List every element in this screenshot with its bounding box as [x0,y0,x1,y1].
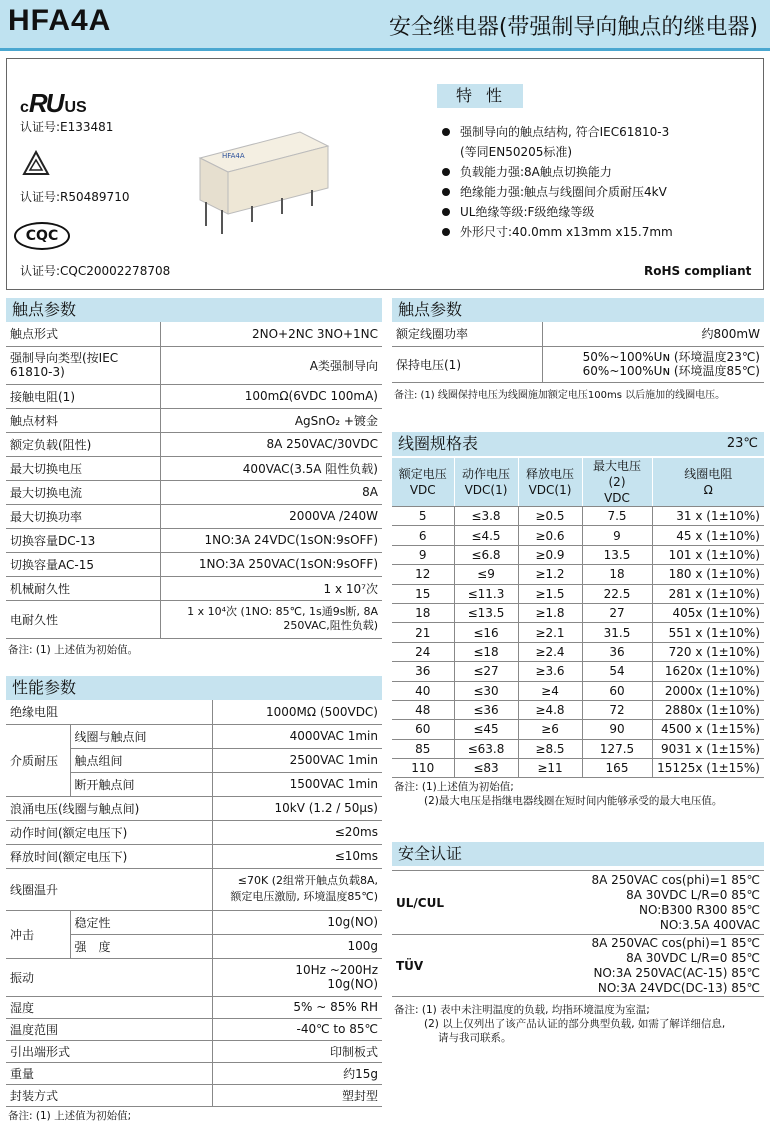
table-cell: 45 x (1±10%) [652,526,764,545]
table-row: 切换容量AC-15 1NO:3A 250VAC(1sON:9sOFF) [6,552,382,576]
features-list [440,122,673,242]
table-row [392,720,764,739]
table-cell: 165 [582,759,652,778]
performance-heading: 性能参数 [6,676,382,700]
table-header-row [392,458,764,507]
table-cell: ≥11 [518,759,582,778]
table-cell: 127.5 [582,739,652,758]
safety-heading: 安全认证 [392,842,764,866]
coil-spec-heading: 线圈规格表 23℃ [392,432,764,456]
table-row [392,700,764,719]
table-row: 保持电压(1) 50%~100%Uɴ (环境温度23℃) 60%~100%Uɴ (环境温度85℃) [392,346,764,382]
table-row [392,584,764,603]
table-cell: 22.5 [582,584,652,603]
table-row: 封装方式 塑封型 [6,1084,382,1106]
table-row [392,603,764,622]
table-cell: ≥4 [518,681,582,700]
features-heading: 特性 [437,84,523,108]
table-cell: ≤11.3 [454,584,518,603]
table-cell: ≥2.4 [518,642,582,661]
table-row [392,507,764,526]
contact-heading: 触点参数 [6,298,382,322]
contact-section [6,298,382,657]
table-cell: ≥8.5 [518,739,582,758]
coil-spec-section [392,432,764,808]
table-cell: 405x (1±10%) [652,603,764,622]
feature-item: 外形尺寸:40.0mm x13mm x15.7mm [440,222,673,242]
coil-spec-table [392,458,764,778]
table-cell: 18 [582,565,652,584]
table-row: 断开触点间 1500VAC 1min [6,772,382,796]
table-row: 切换容量DC-13 1NO:3A 24VDC(1sON:9sOFF) [6,528,382,552]
table-row [392,681,764,700]
table-cell: ≤16 [454,623,518,642]
table-cell: 9 [392,545,454,564]
feature-item: 强制导向的触点结构, 符合IEC61810-3 [440,122,673,142]
table-row: 冲击 稳定性 10g(NO) [6,910,382,934]
table-row: 触点材料 AgSnO₂ +镀金 [6,408,382,432]
table-cell: ≤4.5 [454,526,518,545]
table-row: 振动 10Hz ~200Hz 10g(NO) [6,958,382,996]
table-cell: 31.5 [582,623,652,642]
table-cell: 4500 x (1±15%) [652,720,764,739]
table-cell: ≤45 [454,720,518,739]
table-cell: ≥2.1 [518,623,582,642]
table-row: 引出端形式 印制板式 [6,1040,382,1062]
table-cell: 15125x (1±15%) [652,759,764,778]
performance-section [6,676,382,1123]
table-cell: 72 [582,700,652,719]
table-cell: 1620x (1±10%) [652,662,764,681]
col-header: 动作电压 VDC(1) [454,458,518,507]
table-cell: ≥0.6 [518,526,582,545]
col-header: 释放电压 VDC(1) [518,458,582,507]
relay-product-image [192,118,330,238]
table-row: 最大切换功率 2000VA /240W [6,504,382,528]
model-title: HFA4A [8,4,112,37]
table-row [392,565,764,584]
table-cell: 48 [392,700,454,719]
table-cell: 21 [392,623,454,642]
table-cell: 281 x (1±10%) [652,584,764,603]
tuv-triangle-icon [22,150,50,176]
table-cell: ≥1.8 [518,603,582,622]
table-cell: ≥1.2 [518,565,582,584]
table-cell: 2880x (1±10%) [652,700,764,719]
safety-note-3: 请与我司联系。 [438,1032,512,1044]
table-cell: ≥4.8 [518,700,582,719]
table-row: 绝缘电阻 1000MΩ (500VDC) [6,700,382,724]
coil-params-table [392,322,764,383]
header-divider [0,48,770,51]
table-cell: ≤3.8 [454,507,518,526]
table-cell: ≥1.5 [518,584,582,603]
feature-item: (等同EN50205标准) [460,145,573,159]
coil-spec-note-2: (2)最大电压是指继电器线圈在短时间内能够承受的最大电压值。 [424,795,723,808]
table-cell: 27 [582,603,652,622]
table-row: 线圈温升 ≤70K (2组常开触点负载8A, 额定电压激励, 环境温度85℃) [6,868,382,910]
col-header: 线圈电阻 Ω [652,458,764,507]
table-row: UL/CUL 8A 250VAC cos(phi)=1 85℃ 8A 30VDC L/R=0 85℃ NO:B300 R300 85℃ NO:3.5A 400VAC [392,871,764,935]
table-cell: ≤9 [454,565,518,584]
page-title: 安全继电器(带强制导向触点的继电器) [388,15,758,40]
coil-params-heading: 触点参数 [392,298,764,322]
table-row [392,642,764,661]
table-cell: ≥0.5 [518,507,582,526]
coil-params-section [392,298,764,403]
table-cell: ≤13.5 [454,603,518,622]
ul-logo-icon: cRU US [20,88,87,118]
table-row: 动作时间(额定电压下) ≤20ms [6,820,382,844]
table-cell: 101 x (1±10%) [652,545,764,564]
cqc-cert-number: 认证号:CQC20002278708 [20,264,171,278]
coil-spec-note-1: 备注: (1)上述值为初始值; [394,781,514,794]
coil-params-note: 备注: (1) 线圈保持电压为线圈施加额定电压100ms 以后施加的线圈电压。 [394,389,726,401]
table-cell: 54 [582,662,652,681]
col-header: 额定电压 VDC [392,458,454,507]
table-cell: ≥0.9 [518,545,582,564]
table-row: 释放时间(额定电压下) ≤10ms [6,844,382,868]
rohs-label: RoHS compliant [644,264,752,278]
table-row: 湿度 5% ~ 85% RH [6,996,382,1018]
table-cell: 9 [582,526,652,545]
table-row: 浪涌电压(线圈与触点间) 10kV (1.2 / 50μs) [6,796,382,820]
table-row: 最大切换电压 400VAC(3.5A 阻性负载) [6,456,382,480]
table-row: 强制导向类型(按IEC 61810-3) A类强制导向 [6,346,382,384]
tuv-cert-number: 认证号:R50489710 [20,190,130,204]
table-cell: 31 x (1±10%) [652,507,764,526]
table-row: 额定负载(阻性) 8A 250VAC/30VDC [6,432,382,456]
table-cell: ≤18 [454,642,518,661]
table-cell: 6 [392,526,454,545]
table-cell: 18 [392,603,454,622]
table-row: 强 度 100g [6,934,382,958]
table-cell: 180 x (1±10%) [652,565,764,584]
contact-note: 备注: (1) 上述值为初始值。 [8,643,139,656]
table-cell: 60 [392,720,454,739]
table-cell: 551 x (1±10%) [652,623,764,642]
table-row: 电耐久性 1 x 10⁴次 (1NO: 85℃, 1s通9s断, 8A 250VAC,阻性负载) [6,600,382,638]
col-header: 最大电压(2) VDC [582,458,652,507]
table-cell: 90 [582,720,652,739]
safety-note-1: 备注: (1) 表中未注明温度的负载, 均指环境温度为室温; [394,1004,650,1016]
table-cell: ≥6 [518,720,582,739]
feature-item: 负载能力强:8A触点切换能力 [440,162,673,182]
table-cell: 15 [392,584,454,603]
table-row [392,526,764,545]
table-cell: ≤83 [454,759,518,778]
table-cell: ≤27 [454,662,518,681]
table-cell: ≤36 [454,700,518,719]
table-cell: 720 x (1±10%) [652,642,764,661]
safety-section [392,842,764,1045]
table-row [392,623,764,642]
ul-cert-number: 认证号:E133481 [20,120,114,134]
table-cell: 85 [392,739,454,758]
table-cell: 5 [392,507,454,526]
table-row: 最大切换电流 8A [6,480,382,504]
cqc-logo-icon: CQC [14,222,70,250]
table-cell: ≤6.8 [454,545,518,564]
table-row: 触点形式 2NO+2NC 3NO+1NC [6,322,382,346]
table-row [392,739,764,758]
table-row: TÜV 8A 250VAC cos(phi)=1 85℃ 8A 30VDC L/R=0 85℃ NO:3A 250VAC(AC-15) 85℃ NO:3A 24VDC(DC-13) 85℃ [392,935,764,997]
safety-table [392,870,764,997]
table-cell: ≤30 [454,681,518,700]
table-cell: 24 [392,642,454,661]
table-cell: 40 [392,681,454,700]
table-cell: ≤63.8 [454,739,518,758]
table-cell: 13.5 [582,545,652,564]
table-cell: 110 [392,759,454,778]
coil-spec-temp: 23℃ [726,436,758,451]
table-row [392,662,764,681]
table-row [392,759,764,778]
table-row: 接触电阻(1) 100mΩ(6VDC 100mA) [6,384,382,408]
table-row: 机械耐久性 1 x 10⁷次 [6,576,382,600]
performance-note: 备注: (1) 上述值为初始值; [8,1109,132,1122]
svg-text:HFA4A: HFA4A [222,152,245,160]
table-cell: 2000x (1±10%) [652,681,764,700]
table-cell: 12 [392,565,454,584]
table-row: 介质耐压 线圈与触点间 4000VAC 1min [6,724,382,748]
table-row: 额定线圈功率 约800mW [392,322,764,346]
table-row: 重量 约15g [6,1062,382,1084]
feature-item: 绝缘能力强:触点与线圈间介质耐压4kV [440,182,673,202]
table-row: 触点组间 2500VAC 1min [6,748,382,772]
table-cell: 7.5 [582,507,652,526]
table-cell: 60 [582,681,652,700]
table-cell: 36 [582,642,652,661]
performance-table [6,700,382,1107]
contact-table [6,322,382,639]
feature-item: UL绝缘等级:F级绝缘等级 [440,202,673,222]
table-row: 温度范围 -40℃ to 85℃ [6,1018,382,1040]
table-row [392,545,764,564]
table-cell: 9031 x (1±15%) [652,739,764,758]
table-cell: ≥3.6 [518,662,582,681]
table-cell: 36 [392,662,454,681]
safety-note-2: (2) 以上仅列出了该产品认证的部分典型负载, 如需了解详细信息, [424,1018,726,1030]
